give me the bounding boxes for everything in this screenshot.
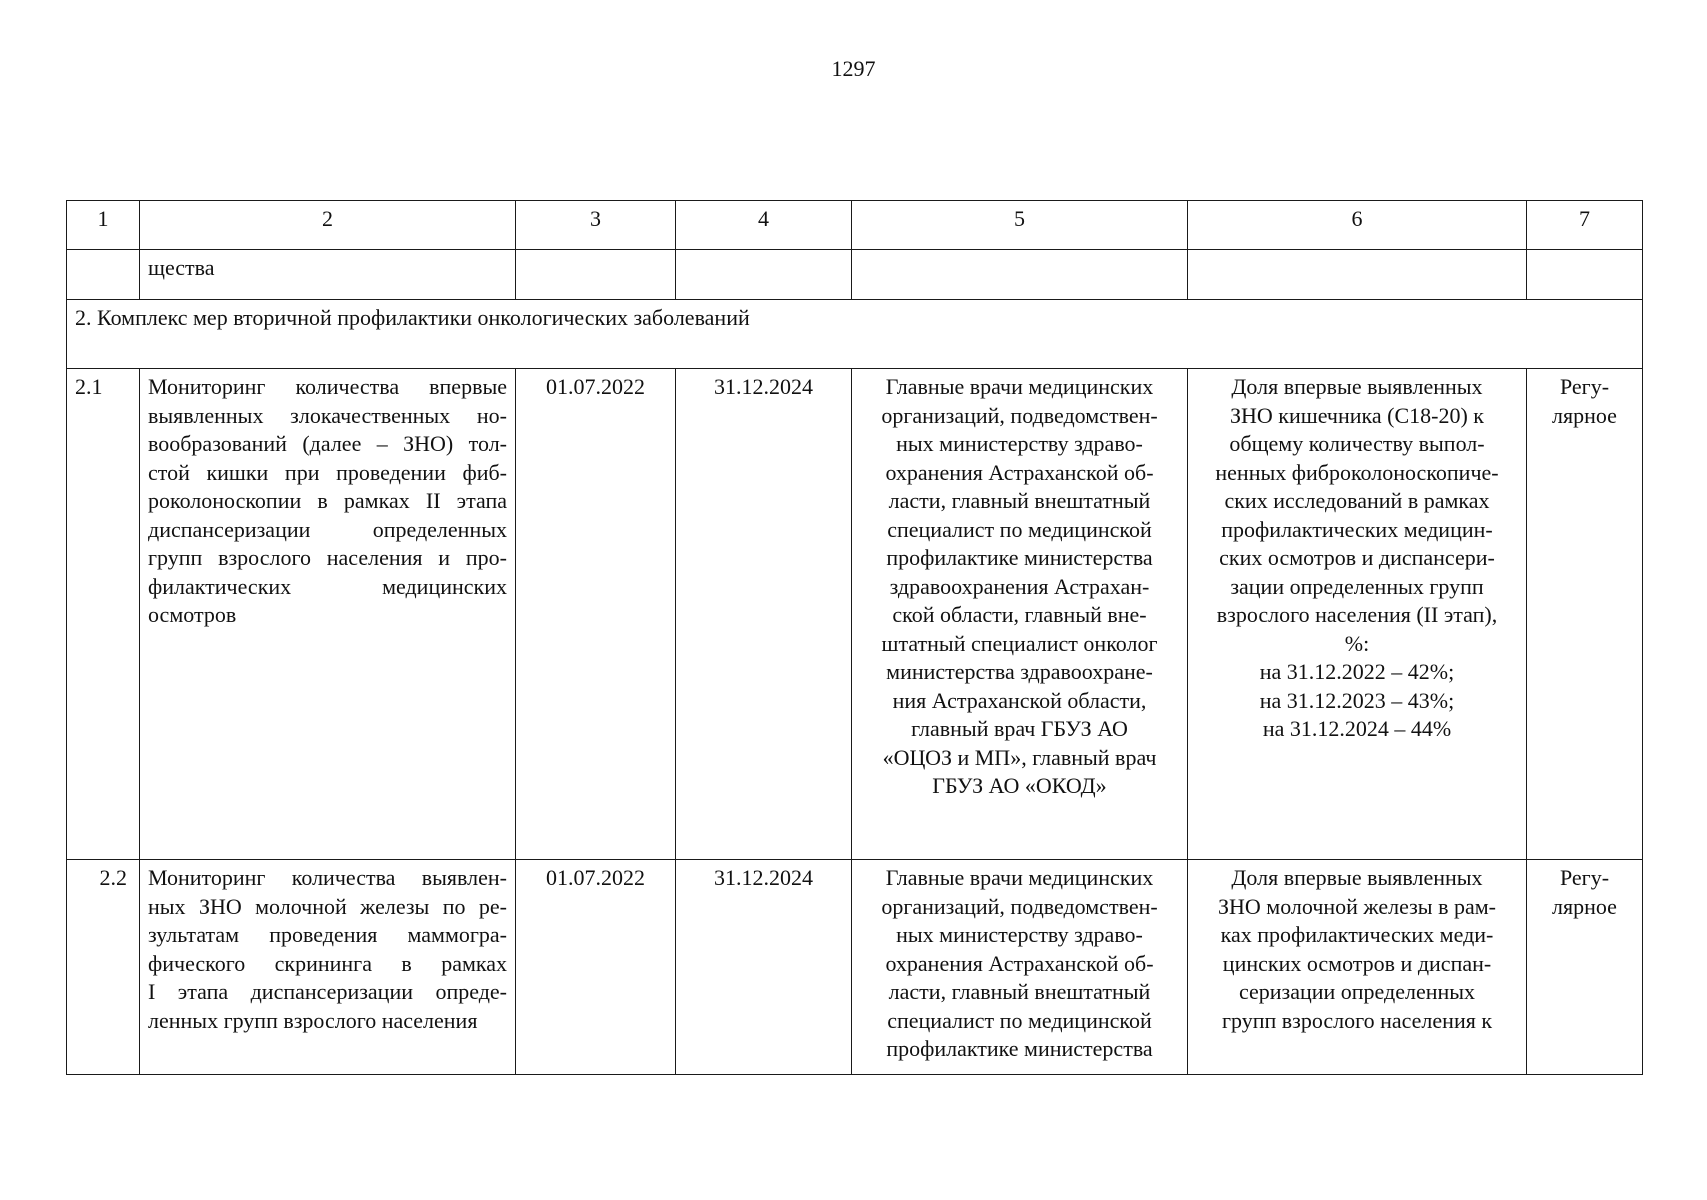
continuation-row: [67, 250, 1643, 300]
item-description: [140, 860, 516, 1075]
text-line: штатный специалист онколог: [881, 630, 1158, 656]
text-line: ния Астраханской области,: [892, 687, 1147, 713]
text-line: вообразований (далее – ЗНО) тол-: [148, 431, 507, 456]
end-date: 31.12.2024: [676, 860, 852, 1075]
text-line: ЗНО кишечника (С18-20) к: [1230, 402, 1484, 428]
text-line: лярное: [1552, 893, 1617, 919]
section-row: [67, 300, 1643, 369]
text-line: ненных фиброколоноскопиче-: [1215, 459, 1499, 485]
text-line: ЗНО молочной железы в рам-: [1217, 893, 1496, 919]
indicator: [1188, 860, 1527, 1075]
text-line: ных министерству здраво-: [896, 431, 1143, 456]
text-line: ках профилактических меди-: [1220, 922, 1494, 947]
item-number: 2.1: [67, 369, 140, 860]
text-line: организаций, подведомствен-: [881, 402, 1158, 428]
text-line: общему количеству выпол-: [1229, 431, 1485, 456]
indicator: [1188, 369, 1527, 860]
item-number: 2.2: [67, 860, 140, 1075]
text-line: ских осмотров и диспансери-: [1219, 545, 1495, 570]
text-line: профилактических медицин-: [1221, 516, 1493, 542]
text-line: Главные врачи медицинских: [885, 374, 1154, 399]
text-line: ласти, главный внештатный: [888, 979, 1151, 1004]
text-line: филактических медицинских: [148, 573, 507, 599]
text-line: Регу-: [1559, 865, 1610, 890]
page-number: 1297: [831, 56, 876, 81]
text-line: зации определенных групп: [1230, 573, 1484, 599]
responsible: [852, 860, 1188, 1075]
text-line: ской области, главный вне-: [892, 602, 1147, 627]
text-line: профилактике министерства: [886, 545, 1153, 570]
text-line: ных министерству здраво-: [896, 922, 1143, 947]
text-line: министерства здравоохране-: [886, 659, 1153, 684]
text-line: ских исследований в рамках: [1224, 488, 1490, 513]
text-line: ласти, главный внештатный: [888, 488, 1151, 513]
table-row: [67, 369, 1643, 860]
table-row: [67, 860, 1643, 1075]
text-line: на 31.12.2022 – 42%;: [1259, 659, 1455, 684]
column-number: 6: [1188, 201, 1527, 250]
section-title: 2. Комплекс мер вторичной профилактики онкологических заболеваний: [67, 300, 1643, 369]
text-line: организаций, подведомствен-: [881, 893, 1158, 919]
continuation-text: щества: [140, 250, 516, 300]
text-line: здравоохранения Астрахан-: [889, 573, 1150, 599]
text-line: «ОЦОЗ и МП», главный врач: [882, 744, 1157, 770]
text-line: охранения Астраханской об-: [885, 459, 1154, 485]
text-line: групп взрослого населения и про-: [148, 545, 507, 570]
column-number: 5: [852, 201, 1188, 250]
measures-table: [66, 200, 1643, 1075]
text-line: Доля впервые выявленных: [1231, 374, 1483, 399]
text-line: взрослого населения (II этап),: [1216, 602, 1498, 627]
responsible: [852, 369, 1188, 860]
item-description: [140, 369, 516, 860]
column-number: 3: [516, 201, 676, 250]
text-line: лярное: [1552, 402, 1617, 428]
frequency: [1527, 860, 1643, 1075]
text-line: I этапа диспансеризации опреде-: [148, 979, 507, 1004]
column-number-row: [67, 201, 1643, 250]
text-line: ленных групп взрослого населения: [148, 1007, 478, 1033]
text-line: серизации определенных: [1238, 979, 1476, 1004]
text-line: на 31.12.2023 – 43%;: [1259, 687, 1455, 713]
end-date: 31.12.2024: [676, 369, 852, 860]
text-line: Мониторинг количества выявлен-: [148, 865, 507, 890]
text-line: охранения Астраханской об-: [885, 950, 1154, 976]
text-line: профилактике министерства: [886, 1036, 1153, 1061]
start-date: 01.07.2022: [516, 860, 676, 1075]
text-line: диспансеризации определенных: [148, 516, 507, 542]
text-line: главный врач ГБУЗ АО: [911, 716, 1128, 741]
column-number: 7: [1527, 201, 1643, 250]
text-line: роколоноскопии в рамках II этапа: [148, 488, 507, 513]
text-line: Регу-: [1559, 374, 1610, 399]
text-line: на 31.12.2024 – 44%: [1262, 716, 1452, 741]
column-number: 2: [140, 201, 516, 250]
text-line: Доля впервые выявленных: [1231, 865, 1483, 890]
text-line: Главные врачи медицинских: [885, 865, 1154, 890]
text-line: стой кишки при проведении фиб-: [148, 459, 507, 485]
text-line: специалист по медицинской: [887, 516, 1152, 542]
text-line: специалист по медицинской: [887, 1007, 1152, 1033]
text-line: ных ЗНО молочной железы по ре-: [148, 893, 507, 919]
column-number: 1: [67, 201, 140, 250]
column-number: 4: [676, 201, 852, 250]
text-line: Мониторинг количества впервые: [148, 374, 507, 399]
text-line: групп взрослого населения к: [1221, 1007, 1493, 1033]
text-line: цинских осмотров и диспан-: [1222, 950, 1492, 976]
start-date: 01.07.2022: [516, 369, 676, 860]
text-line: %:: [1344, 630, 1370, 656]
text-line: ГБУЗ АО «ОКОД»: [932, 773, 1107, 798]
text-line: выявленных злокачественных но-: [148, 402, 507, 428]
text-line: зультатам проведения маммогра-: [148, 922, 507, 947]
text-line: осмотров: [148, 602, 237, 627]
text-line: фического скрининга в рамках: [148, 950, 507, 976]
frequency: [1527, 369, 1643, 860]
